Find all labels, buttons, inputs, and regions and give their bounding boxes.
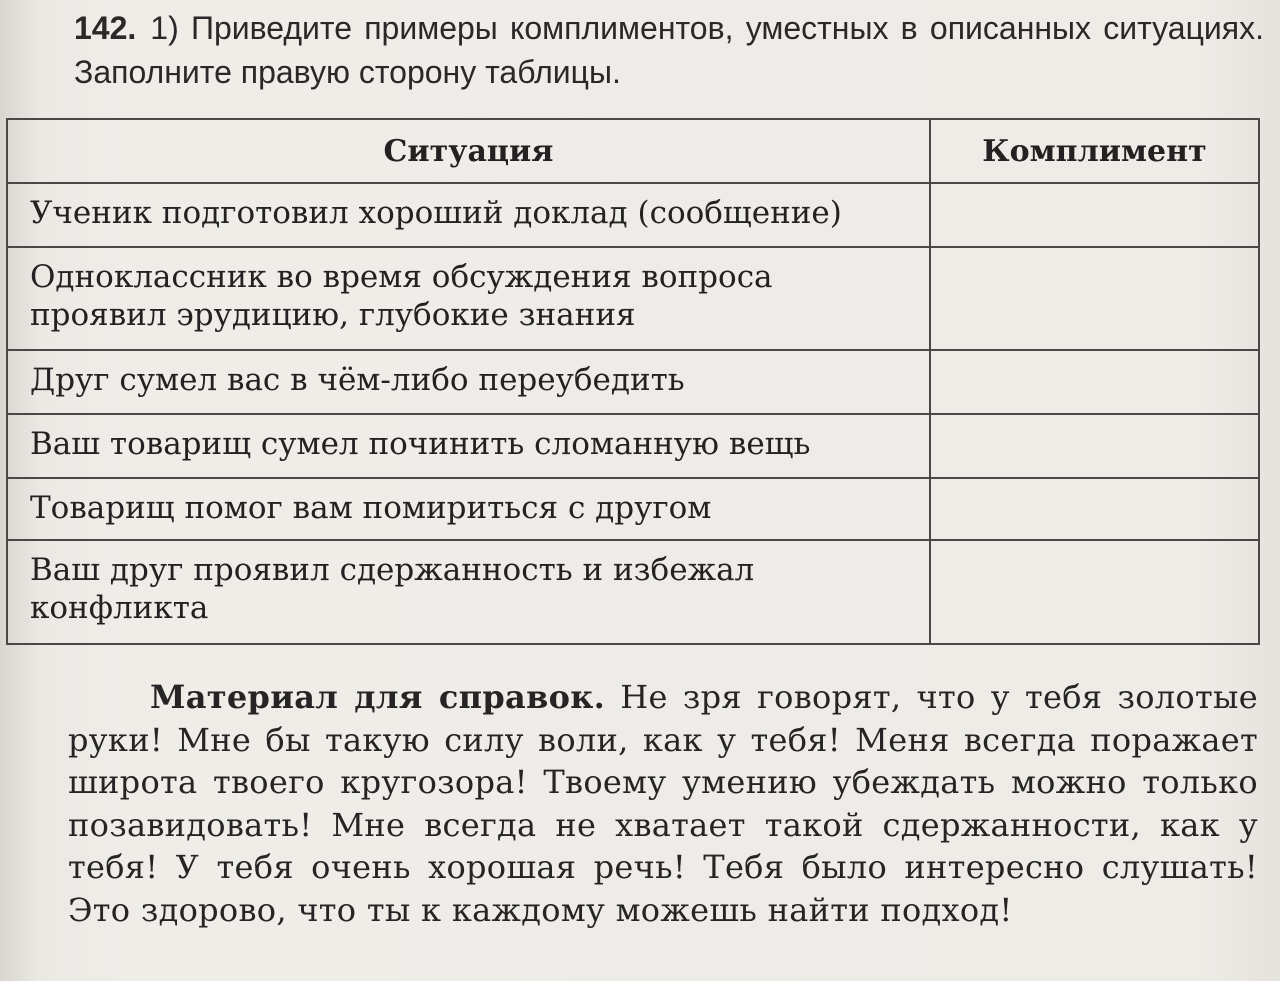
situation-cell: Ваш товарищ сумел починить сломанную вещь: [7, 414, 930, 478]
task-number: 142.: [74, 10, 137, 46]
compliment-cell[interactable]: [930, 350, 1259, 414]
compliment-cell[interactable]: [930, 540, 1259, 644]
header-compliment: Комплимент: [930, 119, 1259, 183]
table-header-row: [7, 119, 1259, 183]
compliment-cell[interactable]: [930, 478, 1259, 540]
situation-cell: Одноклассник во время обсуждения вопроса проявил эрудицию, глубокие знания: [7, 247, 930, 350]
situation-cell: Друг сумел вас в чём-либо переубедить: [7, 350, 930, 414]
compliments-table: [6, 118, 1260, 645]
task-instruction: [74, 6, 1264, 94]
compliment-cell[interactable]: [930, 183, 1259, 247]
reference-text: Не зря говорят, что у тебя золотые руки! Мне бы такую силу воли, как у тебя! Меня всегда поражает широта твоего кругозора! Твоему умению убеждать можно только позавидовать! Мне всегда не хватает такой сдержанности, как у тебя! У тебя очень хорошая речь! Тебя было интересно слушать! Это здорово, что ты к каждому можешь найти подход!: [68, 678, 1258, 929]
compliment-cell[interactable]: [930, 414, 1259, 478]
table-row: [7, 247, 1259, 350]
table-row: [7, 478, 1259, 540]
reference-title: Материал для справок.: [150, 678, 606, 716]
situation-cell: Ученик подготовил хороший доклад (сообщение): [7, 183, 930, 247]
table-row: [7, 183, 1259, 247]
table-row: [7, 350, 1259, 414]
compliment-cell[interactable]: [930, 247, 1259, 350]
task-text: 1) Приведите примеры комплиментов, уместных в описанных ситуациях. Заполните правую сторону таблицы.: [74, 10, 1264, 90]
situation-cell: Ваш друг проявил сдержанность и избежал конфликта: [7, 540, 930, 644]
header-situation: Ситуация: [7, 119, 930, 183]
table-row: [7, 540, 1259, 644]
situation-cell: Товарищ помог вам помириться с другом: [7, 478, 930, 540]
reference-material: [68, 676, 1258, 931]
table-row: [7, 414, 1259, 478]
